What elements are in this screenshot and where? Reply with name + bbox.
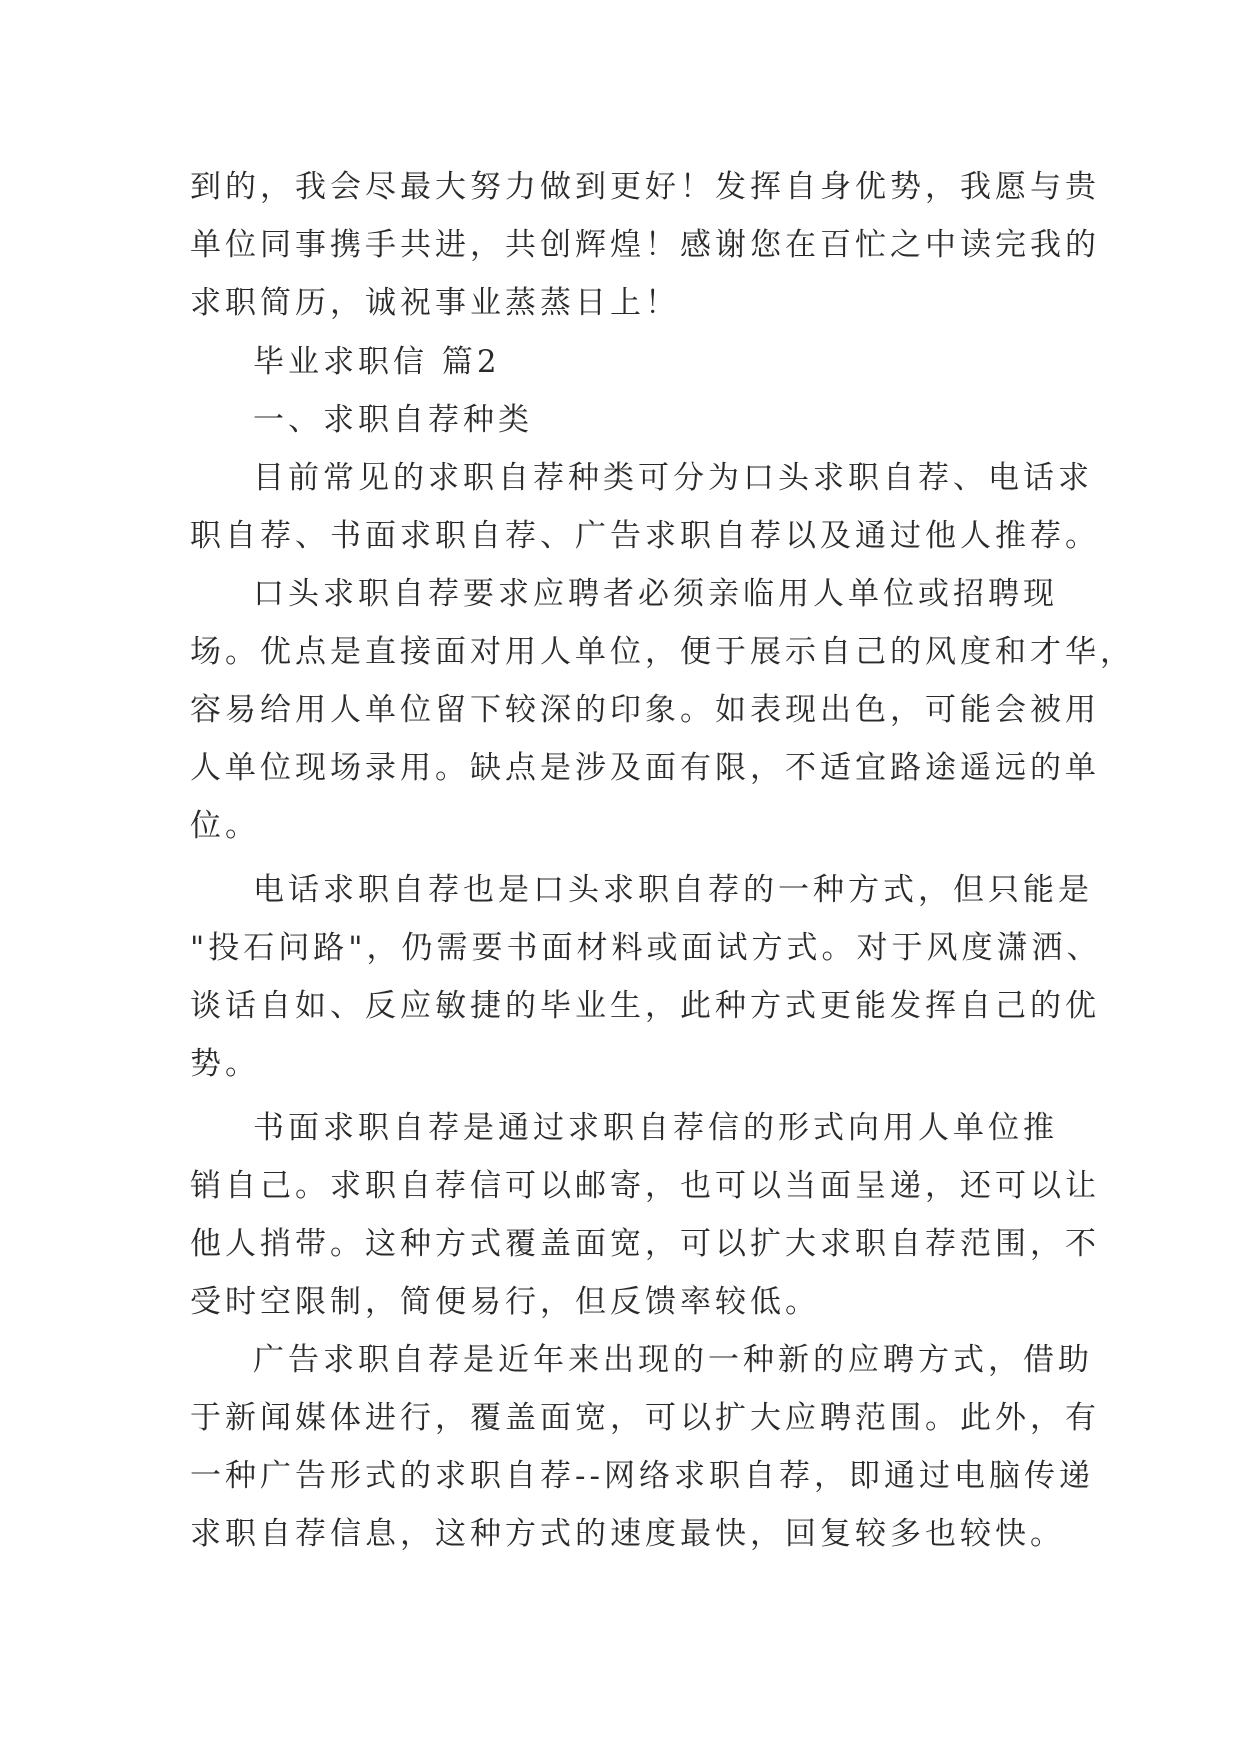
text-line: 谈话自如、反应敏捷的毕业生，此种方式更能发挥自己的优 xyxy=(190,988,1100,1024)
text-line: 位。 xyxy=(190,808,260,844)
text-line: 电话求职自荐也是口头求职自荐的一种方式，但只能是 xyxy=(253,872,1093,908)
text-line: 他人捎带。这种方式覆盖面宽，可以扩大求职自荐范围，不 xyxy=(190,1226,1100,1262)
text-line: 求职简历，诚祝事业蒸蒸日上！ xyxy=(190,285,680,321)
text-line: 求职自荐信息，这种方式的速度最快，回复较多也较快。 xyxy=(190,1516,1065,1552)
text-line: 目前常见的求职自荐种类可分为口头求职自荐、电话求 xyxy=(253,460,1093,496)
text-line: 职自荐、书面求职自荐、广告求职自荐以及通过他人推荐。 xyxy=(190,518,1100,554)
text-line: 场。优点是直接面对用人单位，便于展示自己的风度和才华， xyxy=(190,634,1135,670)
text-line: 容易给用人单位留下较深的印象。如表现出色，可能会被用 xyxy=(190,692,1100,728)
text-line: 销自己。求职自荐信可以邮寄，也可以当面呈递，还可以让 xyxy=(190,1168,1100,1204)
text-line: 书面求职自荐是通过求职自荐信的形式向用人单位推 xyxy=(253,1110,1058,1146)
section-heading: 毕业求职信 篇2 xyxy=(253,344,501,380)
text-line: 口头求职自荐要求应聘者必须亲临用人单位或招聘现 xyxy=(253,576,1058,612)
text-line: 单位同事携手共进，共创辉煌！感谢您在百忙之中读完我的 xyxy=(190,227,1100,263)
subsection-heading: 一、求职自荐种类 xyxy=(253,402,533,438)
text-line: 一种广告形式的求职自荐--网络求职自荐，即通过电脑传递 xyxy=(190,1458,1094,1494)
text-line: "投石问路"，仍需要书面材料或面试方式。对于风度潇洒、 xyxy=(190,930,1102,966)
text-line: 到的，我会尽最大努力做到更好！发挥自身优势，我愿与贵 xyxy=(190,169,1100,205)
text-line: 势。 xyxy=(190,1046,260,1082)
text-line: 广告求职自荐是近年来出现的一种新的应聘方式，借助 xyxy=(253,1342,1093,1378)
text-line: 人单位现场录用。缺点是涉及面有限，不适宜路途遥远的单 xyxy=(190,750,1100,786)
text-line: 受时空限制，简便易行，但反馈率较低。 xyxy=(190,1284,820,1320)
text-line: 于新闻媒体进行，覆盖面宽，可以扩大应聘范围。此外，有 xyxy=(190,1400,1100,1436)
